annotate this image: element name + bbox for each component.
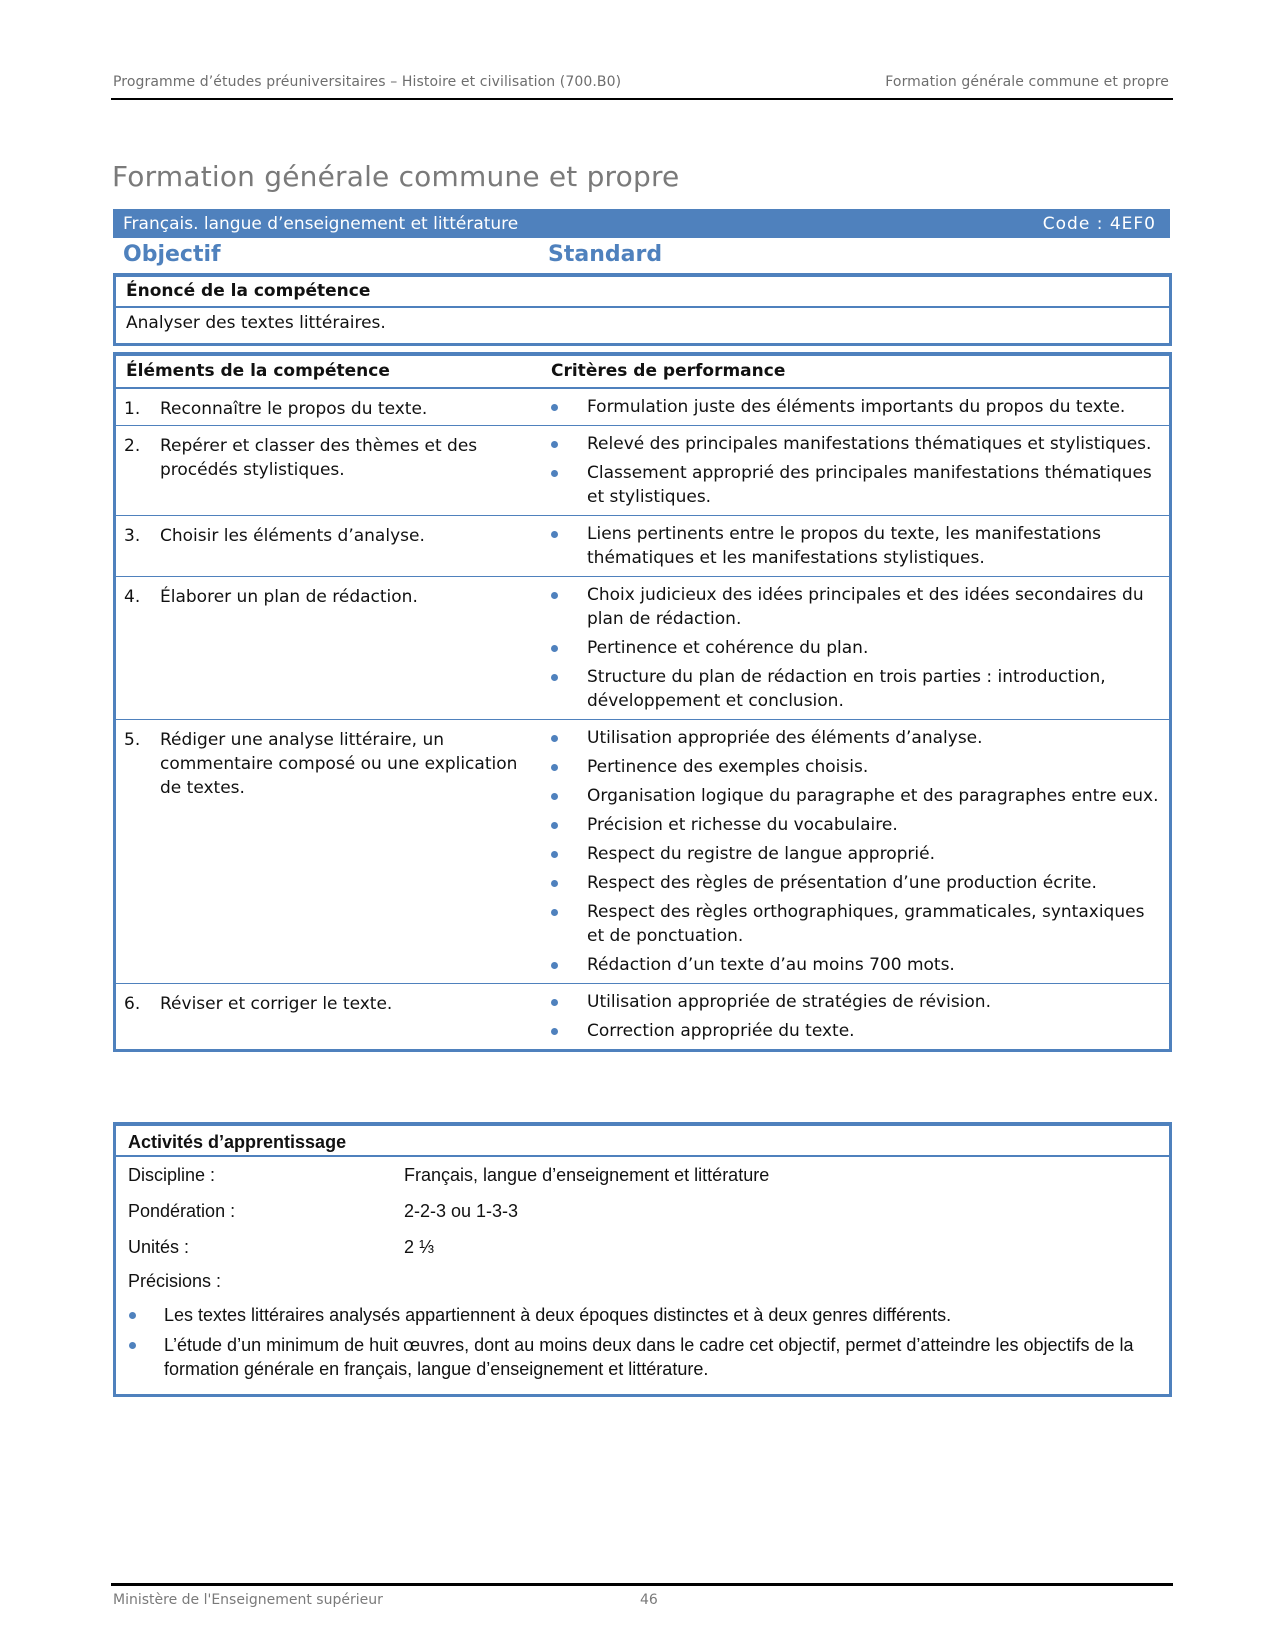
criterion: Relevé des principales manifestations thématiques et stylistiques. <box>551 432 1159 456</box>
bullet-icon <box>551 592 558 599</box>
bullet-icon <box>129 1312 136 1319</box>
course-bar <box>113 209 1170 238</box>
element-number: 4. <box>124 587 141 607</box>
bullet-icon <box>551 1028 558 1035</box>
discipline-row <box>116 1157 1169 1193</box>
ponderation-row <box>116 1193 1169 1229</box>
elements-table <box>113 352 1172 1052</box>
bullet-icon <box>551 764 558 771</box>
page-title: Formation générale commune et propre <box>112 160 680 193</box>
ponderation-value: 2-2-3 ou 1-3-3 <box>404 1201 519 1221</box>
criterion: Formulation juste des éléments importants du propos du texte. <box>551 395 1159 419</box>
criterion: Utilisation appropriée des éléments d’analyse. <box>551 726 1159 750</box>
header-program: Programme d’études préuniversitaires – Histoire et civilisation (700.B0) <box>113 74 622 90</box>
table-row <box>116 984 1169 1049</box>
criterion: Pertinence et cohérence du plan. <box>551 636 1159 660</box>
objective-heading: Objectif <box>123 242 221 267</box>
bullet-icon <box>551 470 558 477</box>
bullet-icon <box>551 531 558 538</box>
elements-heading: Éléments de la compétence <box>126 361 390 381</box>
page-number: 46 <box>640 1592 658 1608</box>
units-row <box>116 1229 1169 1265</box>
precision-item: L’étude d’un minimum de huit œuvres, dont au moins deux dans le cadre cet objectif, permet d’atteindre les objectifs de la formation générale en français, langue d’enseignement et littérature. <box>116 1333 1169 1381</box>
element-number: 5. <box>124 730 141 750</box>
table-row <box>116 389 1169 426</box>
bullet-icon <box>551 909 558 916</box>
course-name: Français. langue d’enseignement et littérature <box>123 214 519 234</box>
bullet-icon <box>551 645 558 652</box>
criterion: Respect des règles orthographiques, grammaticales, syntaxiques et de ponctuation. <box>551 900 1159 948</box>
bullet-icon <box>551 735 558 742</box>
precision-item: Les textes littéraires analysés appartiennent à deux époques distinctes et à deux genres différents. <box>116 1303 1169 1327</box>
criterion: Liens pertinents entre le propos du texte, les manifestations thématiques et les manifestations stylistiques. <box>551 522 1159 570</box>
element-number: 2. <box>124 436 141 456</box>
element-number: 6. <box>124 994 141 1014</box>
precisions-label: Précisions : <box>128 1271 222 1291</box>
criterion: Classement approprié des principales manifestations thématiques et stylistiques. <box>551 461 1159 509</box>
element-text: Élaborer un plan de rédaction. <box>160 587 418 607</box>
criterion: Respect du registre de langue approprié. <box>551 842 1159 866</box>
footer-organization: Ministère de l'Enseignement supérieur <box>113 1592 383 1608</box>
criterion: Rédaction d’un texte d’au moins 700 mots. <box>551 953 1159 977</box>
criterion: Organisation logique du paragraphe et des paragraphes entre eux. <box>551 784 1159 808</box>
activities-heading: Activités d’apprentissage <box>116 1126 1169 1157</box>
column-headings <box>113 240 1170 272</box>
criterion: Pertinence des exemples choisis. <box>551 755 1159 779</box>
bullet-icon <box>551 404 558 411</box>
standard-heading: Standard <box>548 242 663 267</box>
element-text: Choisir les éléments d’analyse. <box>160 526 425 546</box>
discipline-value: Français, langue d’enseignement et littérature <box>404 1165 770 1185</box>
criterion: Structure du plan de rédaction en trois parties : introduction, développement et conclusion. <box>551 665 1159 713</box>
units-value: 2 ⅓ <box>404 1237 435 1257</box>
bullet-icon <box>551 441 558 448</box>
table-row <box>116 720 1169 984</box>
competence-heading: Énoncé de la compétence <box>116 277 1169 308</box>
criterion: Choix judicieux des idées principales et des idées secondaires du plan de rédaction. <box>551 583 1159 631</box>
table-row <box>116 577 1169 720</box>
competence-box <box>113 273 1172 346</box>
bullet-icon <box>551 880 558 887</box>
units-label: Unités : <box>128 1237 190 1257</box>
element-number: 3. <box>124 526 141 546</box>
bullet-icon <box>551 851 558 858</box>
bullet-icon <box>129 1342 136 1349</box>
bullet-icon <box>551 999 558 1006</box>
course-code: Code : 4EF0 <box>1042 214 1156 234</box>
element-text: Rédiger une analyse littéraire, un commentaire composé ou une explication de textes. <box>160 730 518 798</box>
element-text: Réviser et corriger le texte. <box>160 994 393 1014</box>
criterion: Utilisation appropriée de stratégies de révision. <box>551 990 1159 1014</box>
table-row <box>116 426 1169 516</box>
element-text: Reconnaître le propos du texte. <box>160 399 428 419</box>
bullet-icon <box>551 793 558 800</box>
elements-table-header <box>116 356 1169 389</box>
table-row <box>116 516 1169 577</box>
discipline-label: Discipline : <box>128 1165 216 1185</box>
learning-activities-box <box>113 1122 1172 1397</box>
criterion: Précision et richesse du vocabulaire. <box>551 813 1159 837</box>
header-section: Formation générale commune et propre <box>885 74 1169 90</box>
criteria-heading: Critères de performance <box>551 361 786 381</box>
bullet-icon <box>551 674 558 681</box>
element-text: Repérer et classer des thèmes et des procédés stylistiques. <box>160 436 478 480</box>
bullet-icon <box>551 962 558 969</box>
competence-statement: Analyser des textes littéraires. <box>126 313 386 333</box>
element-number: 1. <box>124 399 141 419</box>
page-footer <box>111 1583 1173 1608</box>
page-header <box>111 74 1173 100</box>
criterion: Correction appropriée du texte. <box>551 1019 1159 1043</box>
criterion: Respect des règles de présentation d’une production écrite. <box>551 871 1159 895</box>
ponderation-label: Pondération : <box>128 1201 236 1221</box>
bullet-icon <box>551 822 558 829</box>
